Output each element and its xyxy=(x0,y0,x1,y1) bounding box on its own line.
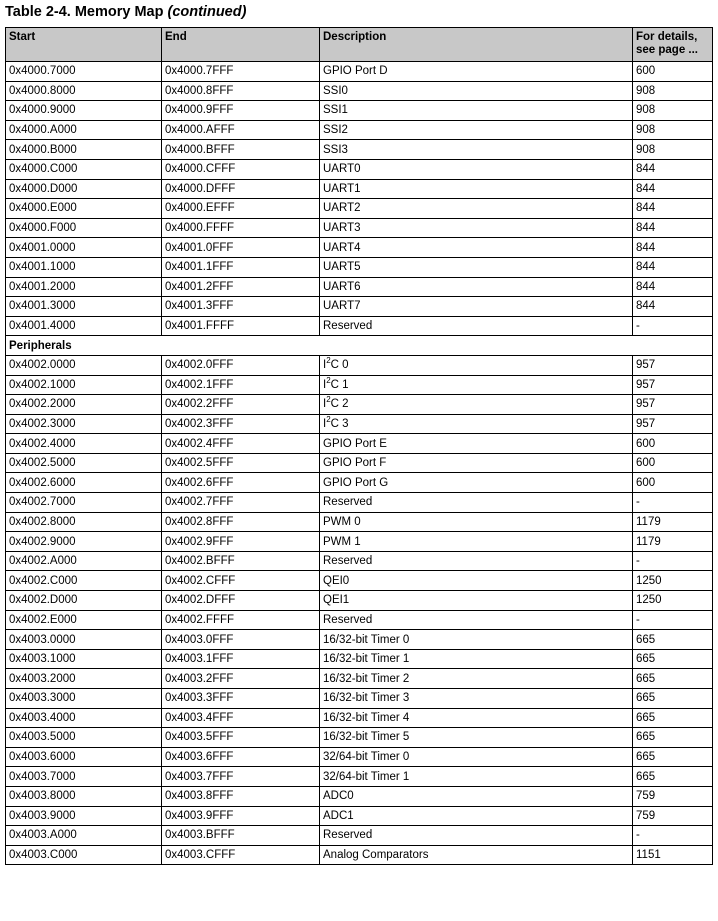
cell-end: 0x4001.2FFF xyxy=(162,277,320,297)
cell-page: 665 xyxy=(633,669,713,689)
cell-start: 0x4001.3000 xyxy=(6,297,162,317)
cell-description: UART5 xyxy=(320,257,633,277)
cell-end: 0x4002.9FFF xyxy=(162,532,320,552)
table-row xyxy=(6,512,713,532)
cell-start: 0x4000.E000 xyxy=(6,199,162,219)
cell-end: 0x4001.3FFF xyxy=(162,297,320,317)
table-row xyxy=(6,708,713,728)
cell-description: PWM 1 xyxy=(320,532,633,552)
cell-end: 0x4002.DFFF xyxy=(162,591,320,611)
cell-page: 844 xyxy=(633,297,713,317)
cell-start: 0x4002.6000 xyxy=(6,473,162,493)
cell-start: 0x4002.0000 xyxy=(6,355,162,375)
cell-description: SSI1 xyxy=(320,101,633,121)
cell-description: UART0 xyxy=(320,159,633,179)
cell-end: 0x4000.DFFF xyxy=(162,179,320,199)
cell-description: SSI0 xyxy=(320,81,633,101)
cell-page: 600 xyxy=(633,62,713,82)
cell-page: 957 xyxy=(633,355,713,375)
cell-description: 16/32-bit Timer 5 xyxy=(320,728,633,748)
cell-page: - xyxy=(633,316,713,336)
cell-end: 0x4000.9FFF xyxy=(162,101,320,121)
description-prefix: I xyxy=(323,398,327,411)
cell-page: 665 xyxy=(633,630,713,650)
table-row xyxy=(6,277,713,297)
cell-page: 908 xyxy=(633,120,713,140)
cell-description: Reserved xyxy=(320,316,633,336)
cell-page: 665 xyxy=(633,728,713,748)
cell-end: 0x4000.AFFF xyxy=(162,120,320,140)
table-row xyxy=(6,806,713,826)
cell-start: 0x4002.9000 xyxy=(6,532,162,552)
cell-end: 0x4002.FFFF xyxy=(162,610,320,630)
table-row xyxy=(6,414,713,434)
cell-start: 0x4000.C000 xyxy=(6,159,162,179)
cell-end: 0x4000.7FFF xyxy=(162,62,320,82)
description-suffix: C 2 xyxy=(330,398,349,411)
cell-page: - xyxy=(633,551,713,571)
cell-description: GPIO Port D xyxy=(320,62,633,82)
cell-description: Reserved xyxy=(320,493,633,513)
cell-start: 0x4002.D000 xyxy=(6,591,162,611)
cell-start: 0x4002.3000 xyxy=(6,414,162,434)
cell-end: 0x4001.1FFF xyxy=(162,257,320,277)
cell-page: 665 xyxy=(633,689,713,709)
cell-page: 844 xyxy=(633,277,713,297)
cell-description: SSI2 xyxy=(320,120,633,140)
table-row xyxy=(6,571,713,591)
cell-start: 0x4003.A000 xyxy=(6,826,162,846)
cell-end: 0x4002.7FFF xyxy=(162,493,320,513)
table-row xyxy=(6,62,713,82)
cell-end: 0x4002.1FFF xyxy=(162,375,320,395)
cell-description: PWM 0 xyxy=(320,512,633,532)
cell-description: GPIO Port G xyxy=(320,473,633,493)
cell-page: - xyxy=(633,493,713,513)
cell-description: 16/32-bit Timer 1 xyxy=(320,649,633,669)
cell-end: 0x4002.4FFF xyxy=(162,434,320,454)
table-title-text: Table 2-4. Memory Map xyxy=(5,4,164,20)
memory-map-table xyxy=(5,27,713,865)
cell-page: 1179 xyxy=(633,512,713,532)
cell-end: 0x4002.8FFF xyxy=(162,512,320,532)
cell-end: 0x4003.5FFF xyxy=(162,728,320,748)
cell-end: 0x4001.FFFF xyxy=(162,316,320,336)
description-suffix: C 3 xyxy=(330,417,349,430)
description-superscript: 2 xyxy=(326,395,331,405)
table-row xyxy=(6,532,713,552)
cell-page: 665 xyxy=(633,747,713,767)
table-row xyxy=(6,551,713,571)
cell-page: 665 xyxy=(633,649,713,669)
table-row xyxy=(6,845,713,865)
cell-start: 0x4002.C000 xyxy=(6,571,162,591)
cell-end: 0x4002.BFFF xyxy=(162,551,320,571)
table-title xyxy=(5,3,246,21)
description-prefix: I xyxy=(323,417,327,430)
cell-page: 1250 xyxy=(633,591,713,611)
table-row xyxy=(6,826,713,846)
table-row xyxy=(6,120,713,140)
cell-start: 0x4003.1000 xyxy=(6,649,162,669)
cell-start: 0x4003.C000 xyxy=(6,845,162,865)
table-row xyxy=(6,159,713,179)
cell-end: 0x4001.0FFF xyxy=(162,238,320,258)
cell-page: 844 xyxy=(633,257,713,277)
table-title-suffix: (continued) xyxy=(167,4,247,20)
cell-start: 0x4002.4000 xyxy=(6,434,162,454)
cell-page: 665 xyxy=(633,708,713,728)
cell-start: 0x4000.A000 xyxy=(6,120,162,140)
cell-start: 0x4002.8000 xyxy=(6,512,162,532)
cell-page: 957 xyxy=(633,414,713,434)
cell-description: 16/32-bit Timer 4 xyxy=(320,708,633,728)
cell-description: UART3 xyxy=(320,218,633,238)
cell-end: 0x4003.8FFF xyxy=(162,786,320,806)
cell-start: 0x4000.7000 xyxy=(6,62,162,82)
cell-end: 0x4003.9FFF xyxy=(162,806,320,826)
table-body xyxy=(6,62,713,865)
cell-page: 759 xyxy=(633,806,713,826)
cell-start: 0x4002.7000 xyxy=(6,493,162,513)
cell-description: QEI1 xyxy=(320,591,633,611)
table-row xyxy=(6,101,713,121)
cell-description: UART1 xyxy=(320,179,633,199)
cell-description xyxy=(320,375,633,395)
cell-start: 0x4000.F000 xyxy=(6,218,162,238)
cell-page: 908 xyxy=(633,140,713,160)
cell-end: 0x4003.6FFF xyxy=(162,747,320,767)
table-row xyxy=(6,179,713,199)
cell-description: UART4 xyxy=(320,238,633,258)
cell-page: 1250 xyxy=(633,571,713,591)
cell-end: 0x4003.BFFF xyxy=(162,826,320,846)
table-row xyxy=(6,493,713,513)
cell-page: 1151 xyxy=(633,845,713,865)
cell-start: 0x4003.6000 xyxy=(6,747,162,767)
cell-start: 0x4001.2000 xyxy=(6,277,162,297)
cell-description: ADC0 xyxy=(320,786,633,806)
cell-description: GPIO Port F xyxy=(320,453,633,473)
table-row xyxy=(6,649,713,669)
table-row xyxy=(6,786,713,806)
cell-start: 0x4001.0000 xyxy=(6,238,162,258)
cell-page: 908 xyxy=(633,81,713,101)
table-row xyxy=(6,238,713,258)
cell-start: 0x4002.A000 xyxy=(6,551,162,571)
cell-start: 0x4000.B000 xyxy=(6,140,162,160)
cell-page: 1179 xyxy=(633,532,713,552)
cell-end: 0x4000.BFFF xyxy=(162,140,320,160)
cell-page: - xyxy=(633,826,713,846)
description-suffix: C 1 xyxy=(330,378,349,391)
cell-page: 665 xyxy=(633,767,713,787)
cell-page: 759 xyxy=(633,786,713,806)
cell-end: 0x4003.4FFF xyxy=(162,708,320,728)
cell-page: 600 xyxy=(633,434,713,454)
description-prefix: I xyxy=(323,378,327,391)
cell-end: 0x4002.3FFF xyxy=(162,414,320,434)
cell-page: 844 xyxy=(633,199,713,219)
section-row xyxy=(6,336,713,356)
cell-page: 844 xyxy=(633,159,713,179)
cell-description: 16/32-bit Timer 0 xyxy=(320,630,633,650)
cell-end: 0x4003.7FFF xyxy=(162,767,320,787)
description-prefix: I xyxy=(323,359,327,372)
cell-description: Reserved xyxy=(320,610,633,630)
table-row xyxy=(6,453,713,473)
cell-page: 600 xyxy=(633,453,713,473)
cell-start: 0x4003.4000 xyxy=(6,708,162,728)
cell-end: 0x4000.8FFF xyxy=(162,81,320,101)
cell-description: Reserved xyxy=(320,551,633,571)
cell-page: 844 xyxy=(633,179,713,199)
cell-start: 0x4001.4000 xyxy=(6,316,162,336)
cell-page: 844 xyxy=(633,238,713,258)
table-row xyxy=(6,689,713,709)
cell-start: 0x4003.2000 xyxy=(6,669,162,689)
cell-end: 0x4003.1FFF xyxy=(162,649,320,669)
table-row xyxy=(6,395,713,415)
header-page: For details, see page ... xyxy=(633,28,713,62)
table-row xyxy=(6,316,713,336)
cell-page: 908 xyxy=(633,101,713,121)
cell-description: QEI0 xyxy=(320,571,633,591)
cell-end: 0x4003.2FFF xyxy=(162,669,320,689)
cell-start: 0x4003.7000 xyxy=(6,767,162,787)
cell-page: 600 xyxy=(633,473,713,493)
table-row xyxy=(6,767,713,787)
cell-description: UART6 xyxy=(320,277,633,297)
cell-description: Reserved xyxy=(320,826,633,846)
cell-description: ADC1 xyxy=(320,806,633,826)
table-row xyxy=(6,218,713,238)
cell-start: 0x4000.8000 xyxy=(6,81,162,101)
cell-description: 32/64-bit Timer 1 xyxy=(320,767,633,787)
table-row xyxy=(6,473,713,493)
table-row xyxy=(6,728,713,748)
table-header xyxy=(6,28,713,62)
header-start: Start xyxy=(6,28,162,62)
table-row xyxy=(6,81,713,101)
table-row xyxy=(6,434,713,454)
table-row xyxy=(6,669,713,689)
cell-start: 0x4003.8000 xyxy=(6,786,162,806)
cell-page: - xyxy=(633,610,713,630)
cell-end: 0x4002.CFFF xyxy=(162,571,320,591)
table-row xyxy=(6,375,713,395)
cell-start: 0x4003.5000 xyxy=(6,728,162,748)
table-row xyxy=(6,610,713,630)
cell-start: 0x4003.9000 xyxy=(6,806,162,826)
cell-description: UART7 xyxy=(320,297,633,317)
header-end: End xyxy=(162,28,320,62)
cell-end: 0x4000.EFFF xyxy=(162,199,320,219)
cell-description: Analog Comparators xyxy=(320,845,633,865)
header-description: Description xyxy=(320,28,633,62)
cell-description xyxy=(320,355,633,375)
cell-start: 0x4003.0000 xyxy=(6,630,162,650)
cell-description: 16/32-bit Timer 2 xyxy=(320,669,633,689)
cell-start: 0x4002.1000 xyxy=(6,375,162,395)
cell-end: 0x4000.FFFF xyxy=(162,218,320,238)
table-row xyxy=(6,591,713,611)
cell-end: 0x4003.CFFF xyxy=(162,845,320,865)
cell-start: 0x4001.1000 xyxy=(6,257,162,277)
table-row xyxy=(6,199,713,219)
cell-page: 844 xyxy=(633,218,713,238)
cell-page: 957 xyxy=(633,395,713,415)
table-row xyxy=(6,297,713,317)
cell-end: 0x4003.3FFF xyxy=(162,689,320,709)
cell-description: 32/64-bit Timer 0 xyxy=(320,747,633,767)
table-row xyxy=(6,747,713,767)
table-row xyxy=(6,355,713,375)
table-row xyxy=(6,140,713,160)
section-label: Peripherals xyxy=(6,336,713,356)
cell-description: 16/32-bit Timer 3 xyxy=(320,689,633,709)
description-suffix: C 0 xyxy=(330,359,349,372)
cell-description: GPIO Port E xyxy=(320,434,633,454)
cell-end: 0x4002.5FFF xyxy=(162,453,320,473)
table-row xyxy=(6,630,713,650)
cell-end: 0x4002.6FFF xyxy=(162,473,320,493)
description-superscript: 2 xyxy=(326,356,331,366)
cell-description xyxy=(320,414,633,434)
table-row xyxy=(6,257,713,277)
cell-start: 0x4003.3000 xyxy=(6,689,162,709)
cell-start: 0x4002.5000 xyxy=(6,453,162,473)
cell-end: 0x4002.0FFF xyxy=(162,355,320,375)
cell-end: 0x4000.CFFF xyxy=(162,159,320,179)
cell-start: 0x4002.E000 xyxy=(6,610,162,630)
cell-start: 0x4000.9000 xyxy=(6,101,162,121)
cell-description: SSI3 xyxy=(320,140,633,160)
cell-end: 0x4002.2FFF xyxy=(162,395,320,415)
cell-end: 0x4003.0FFF xyxy=(162,630,320,650)
cell-start: 0x4000.D000 xyxy=(6,179,162,199)
cell-description xyxy=(320,395,633,415)
cell-page: 957 xyxy=(633,375,713,395)
description-superscript: 2 xyxy=(326,375,331,385)
cell-start: 0x4002.2000 xyxy=(6,395,162,415)
header-row xyxy=(6,28,713,62)
description-superscript: 2 xyxy=(326,415,331,425)
cell-description: UART2 xyxy=(320,199,633,219)
